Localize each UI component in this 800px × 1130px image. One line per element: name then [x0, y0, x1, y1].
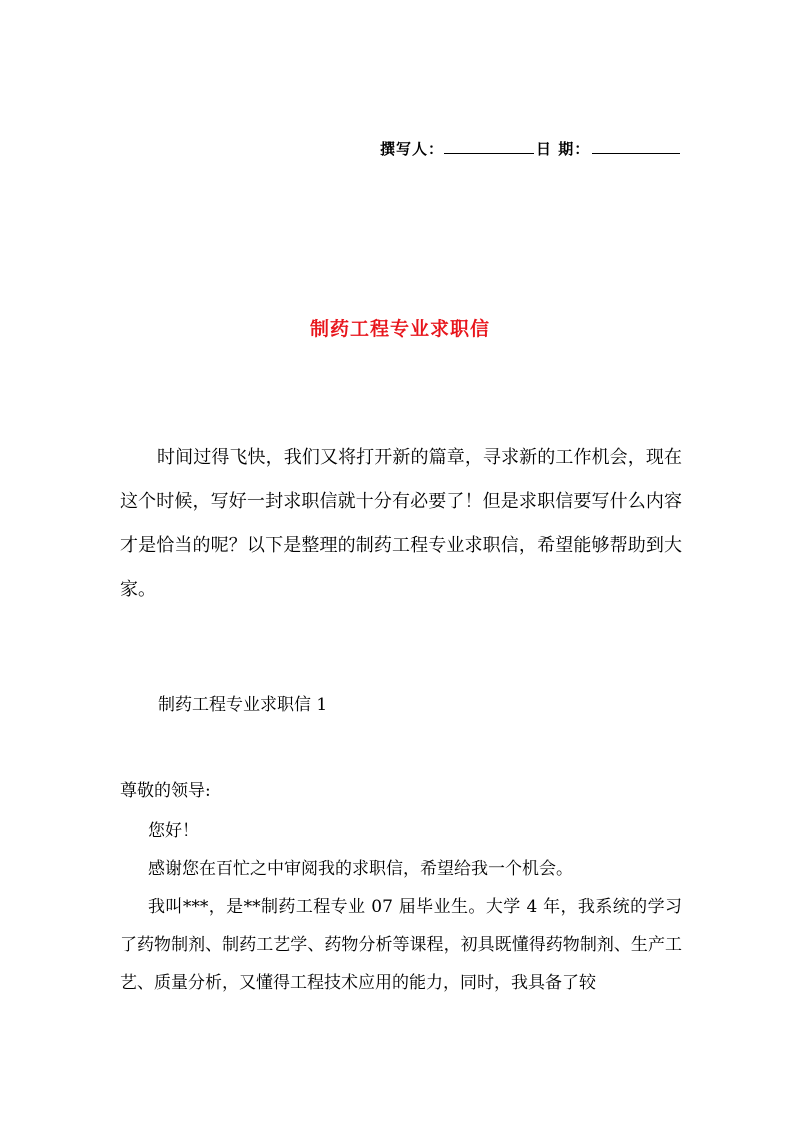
author-label: 撰写人：: [380, 140, 445, 158]
date-label: 日 期：: [536, 140, 591, 158]
intro-paragraph: 时间过得飞快，我们又将打开新的篇章，寻求新的工作机会，现在这个时候，写好一封求职信就十分有必要了！但是求职信要写什么内容才是恰当的呢？以下是整理的制药工程专业求职信，希望能够帮助到大家。: [120, 447, 682, 600]
byline: [380, 138, 680, 159]
section-heading: 制药工程专业求职信 1: [158, 695, 328, 715]
salutation: 尊敬的领导:: [120, 781, 211, 801]
document-title: 制药工程专业求职信: [309, 318, 490, 340]
author-blank-line: [444, 139, 534, 154]
letter-body: [120, 812, 682, 1002]
thanks-paragraph: 感谢您在百忙之中审阅我的求职信，希望给我一个机会。: [148, 859, 573, 879]
greeting-paragraph: 您好！: [148, 821, 199, 841]
date-blank-line: [592, 139, 680, 154]
self-intro-paragraph: 我叫***，是**制药工程专业 07 届毕业生。大学 4 年，我系统的学习了药物制剂、制药工艺学、药物分析等课程，初具既懂得药物制剂、生产工艺、质量分析，又懂得工程技术应用的能力，同时，我具备了较: [120, 897, 682, 993]
